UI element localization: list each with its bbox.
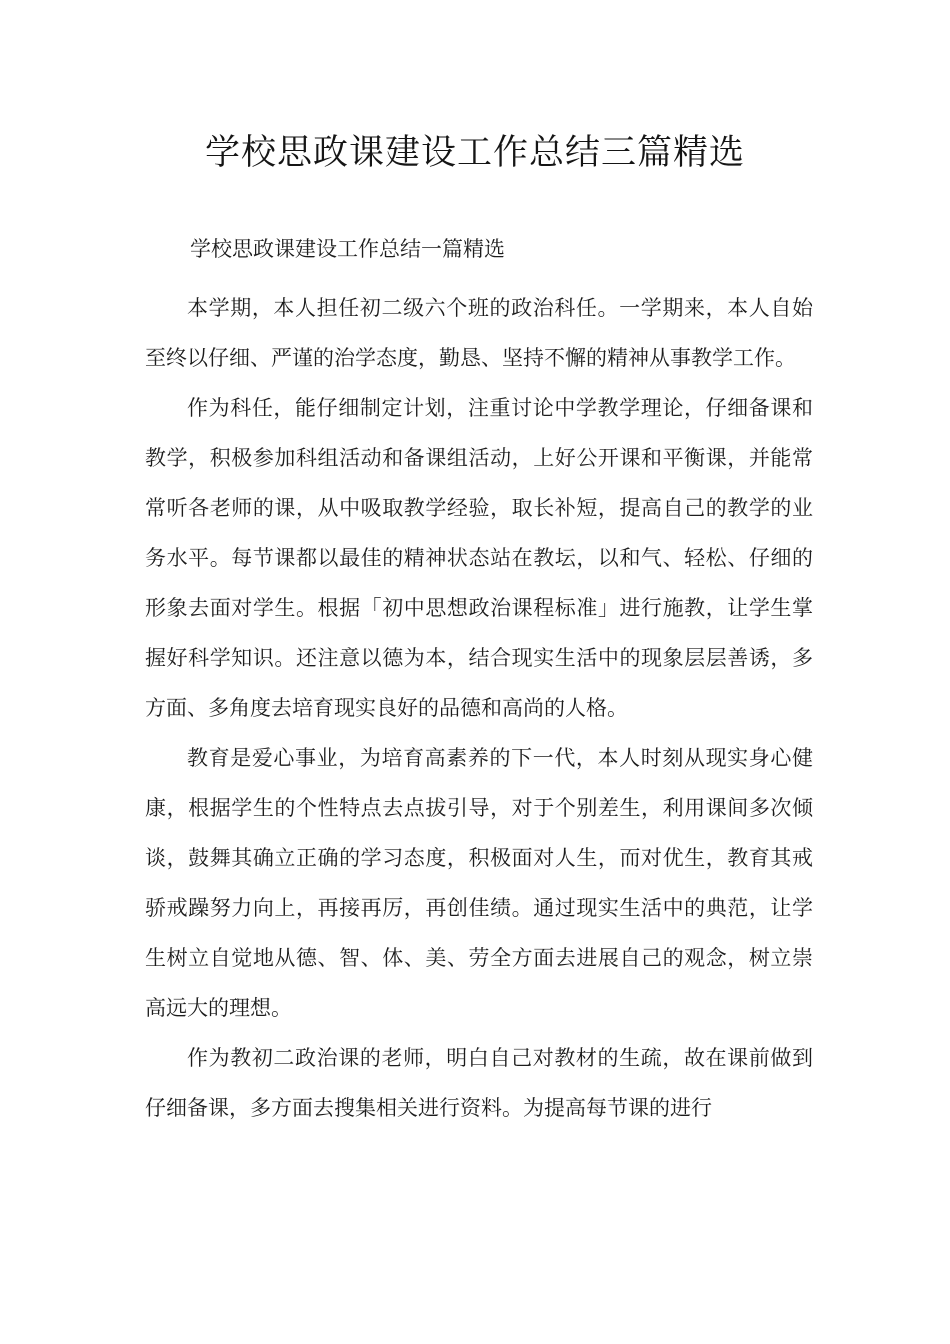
document-title: 学校思政课建设工作总结三篇精选 xyxy=(204,133,745,173)
body-paragraph: 教育是爱心事业，为培育高素养的下一代，本人时刻从现实身心健康，根据学生的个性特点去点拔引导，对于个别差生，利用课间多次倾谈，鼓舞其确立正确的学习态度，积极面对人生，而对优生，教育其戒骄戒躁努力向上，再接再厉，再创佳绩。通过现实生活中的典范，让学生树立自觉地从德、智、体、美、劳全方面去进展自己的观念，树立崇高远大的理想。 xyxy=(145,746,813,1020)
body-paragraph: 作为教初二政治课的老师，明白自己对教材的生疏，故在课前做到仔细备课，多方面去搜集相关进行资料。为提高每节课的进行 xyxy=(145,1046,813,1120)
document-body xyxy=(145,283,813,1133)
body-paragraph: 本学期，本人担任初二级六个班的政治科任。一学期来，本人自始至终以仔细、严谨的治学态度，勤恳、坚持不懈的精神从事教学工作。 xyxy=(145,296,813,370)
section-subtitle: 学校思政课建设工作总结一篇精选 xyxy=(190,237,505,261)
body-paragraph: 作为科任，能仔细制定计划，注重讨论中学教学理论，仔细备课和教学，积极参加科组活动和备课组活动，上好公开课和平衡课，并能常常听各老师的课，从中吸取教学经验，取长补短，提高自己的教学的业务水平。每节课都以最佳的精神状态站在教坛，以和气、轻松、仔细的形象去面对学生。根据「初中思想政治课程标准」进行施教，让学生掌握好科学知识。还注意以德为本，结合现实生活中的现象层层善诱，多方面、多角度去培育现实良好的品德和高尚的人格。 xyxy=(145,396,813,720)
